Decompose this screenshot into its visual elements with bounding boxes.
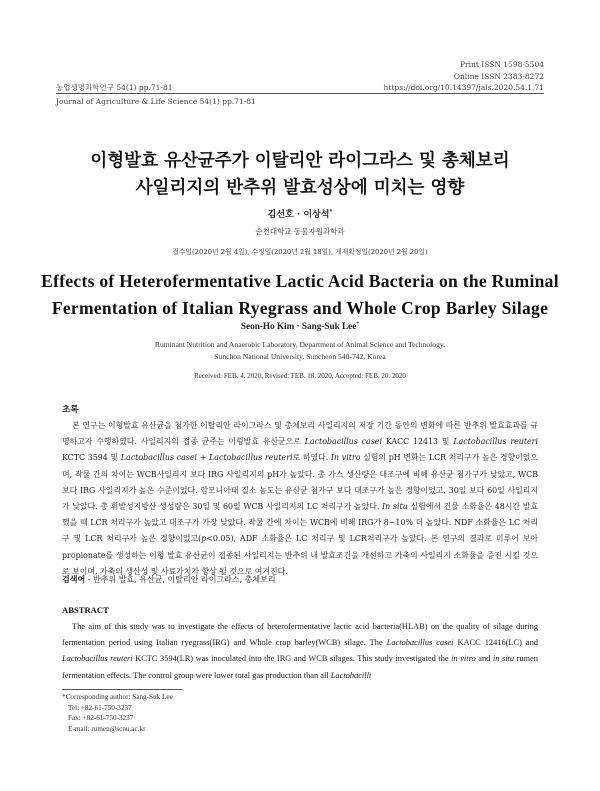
issn-block <box>384 59 544 94</box>
keywords-list: - 반추위 발효, 유산균, 이탈리안 라이그라스, 총체보리 <box>85 575 276 584</box>
print-issn: Print ISSN 1598-5504 <box>459 60 544 69</box>
korean-affiliation: 순천대학교 동물자원과학과 <box>255 227 345 236</box>
english-title <box>40 268 560 322</box>
abstract-en-body: The aim of this study was to investigate the effects of heterofermentative lactic acid bacteria(HLAB) on the quality of silage during fermentation period using Italian ryegrass(IRG) and Whole crop barley(WCB) silage. The Lactobacillus casei KACC 12416(LC) and Lactobacillus reuteri KCTC 3594(LR) was inoculated into the IRG and WCB silages. This study investigated the in vitro and in situ rumen fermentation effects. The control group were lower total gas production than all Lactobacilli <box>62 622 538 680</box>
footnote-email[interactable]: E-mail: rumen@scnu.ac.kr <box>68 724 146 733</box>
keywords-ko <box>62 574 276 585</box>
abstract-ko-heading: 초록 <box>62 405 79 415</box>
online-issn: Online ISSN 2383-8272 <box>453 71 544 81</box>
footnote-author: *Corresponding author: Sang-Suk Lee <box>62 693 173 701</box>
english-dates: Received: FEB. 4. 2020, Revised: FEB. 18. 2020, Accepted: FEB. 20. 2020 <box>194 372 406 380</box>
english-affiliation: Ruminant Nutrition and Anaerobic Laboratory, Department of Animal Science and Technology, Sunchon National University, Suncheon 540-742, Korea <box>154 340 446 361</box>
corresponding-mark: * <box>329 209 333 215</box>
header-divider <box>56 93 544 94</box>
korean-authors <box>40 207 560 220</box>
korean-title-line1: 이형발효 유산균주가 이탈리안 라이그라스 및 총체보리 <box>90 151 510 171</box>
korean-dates: 접수일(2020년 2월 4일), 수정일(2020년 2월 18일), 게재확정일(2020년 2월 20일) <box>172 248 428 256</box>
abstract-en-heading: ABSTRACT <box>62 605 109 615</box>
abstract-ko-body: 본 연구는 이형발효 유산균을 첨가한 이탈리안 라이그라스 및 총체보리 사일리지의 저장 기간 동안의 변화에 따른 반추위 발효효과를 규명하고자 수행하였다. 사일리지의 접종 균주는 이형발효 유산균으로 Lactobacillus casei KACC 12413 및 Lactobacillus reuteri KCTC 3594 및 Lactobacillus casei + Lactobacillus reuteri로 하였다. In vitro 실험의 pH 변화는 LCR 처리구가 높은 경향이었으며, 작물 간의 차이는 WCB사일리지 보다 IRG 사일리지의 pH가 높았다. 총 가스 생산량은 대조구에 비해 유산균 첨가구가 낮았고, WCB 보다 IRG 사일리지가 높은 수준이었다. 암모니아태 질소 농도는 유산균 첨가구 보다 대조구가 높은 경향이었고, 30일 보다 60일 사일리지가 낮았다. 총 휘발성지방산 생성량은 30일 및 60일 WCB 사일리지의 LC 처리구가 높았다. In situ 실험에서 건물 소화율은 48시간 발효 했을 때 LCR 처리구가 높았고 대조구가 가장 낮았다. 작물 간에 차이는 WCB에 비해 IRG가 8~10% 더 높았다. NDF 소화율은 LC 처리구 및 LCR 처리구가 높은 경향이었고(p<0.05), ADF 소화율은 LC 처리구 및 LCR처리구가 높았다. 본 연구의 결과로 미루어 보아 propionate를 생성하는 이형 발효 유산균이 접종된 사일리지는 반추위 내 발효조건을 개선하고 가축의 사일리지 소화율을 증진 시킬 것으로 보이며, 가축의 생산성 및 사료가치가 향상 될 것으로 여겨진다. <box>62 421 538 576</box>
footnote-tel: Tel: +82-61-750-3237 <box>68 703 132 712</box>
journal-name-en: Journal of Agriculture & Life Science 54(1) pp.71-81 <box>56 97 256 106</box>
footnote-divider <box>62 689 182 690</box>
doi-link[interactable]: https://doi.org/10.14397/jals.2020.54.1.71 <box>383 83 544 92</box>
english-title-line1: Effects of Heterofermentative Lactic Acid Bacteria on the Ruminal <box>41 271 559 291</box>
english-authors <box>40 321 560 331</box>
keywords-label: 검색어 <box>62 575 86 584</box>
english-author-names: Seon-Ho Kim · Sang-Suk Lee <box>240 321 357 332</box>
corresponding-mark-en: * <box>356 321 360 327</box>
footnote-fax: Fax: +82-61-750-3237 <box>68 714 134 722</box>
korean-title <box>40 148 560 202</box>
english-title-line2: Fermentation of Italian Ryegrass and Whole Crop Barley Silage <box>51 298 549 318</box>
footnote <box>62 692 173 734</box>
korean-author-names: 김선호 · 이상석 <box>267 210 330 220</box>
korean-title-line2: 사일리지의 반추위 발효성상에 미치는 영향 <box>135 178 465 198</box>
journal-name-ko: 농업생명과학연구 54(1) pp.71-81 <box>56 83 173 92</box>
